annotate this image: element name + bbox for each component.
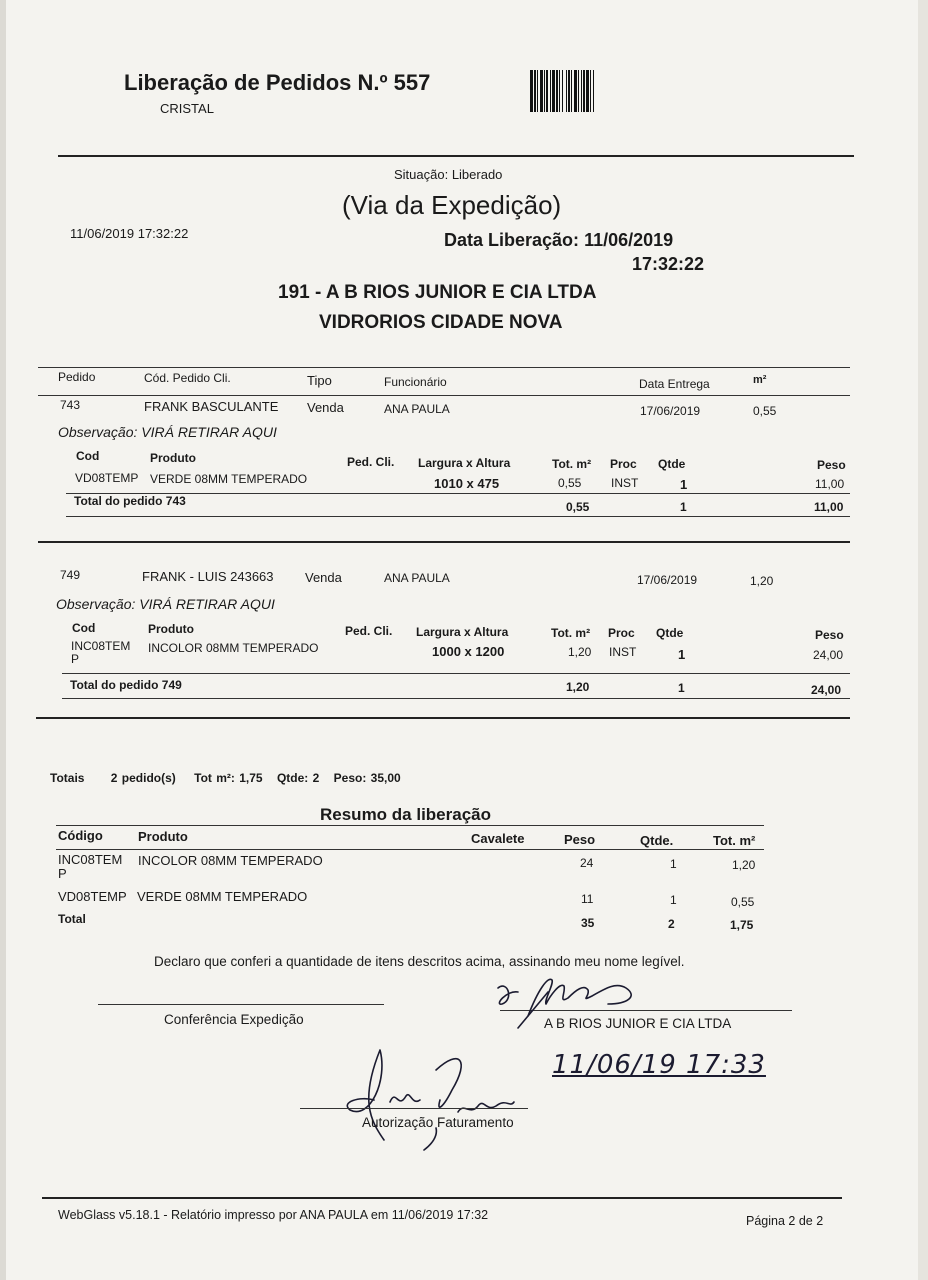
conferencia-label: Conferência Expedição <box>164 1012 304 1027</box>
order-2-observacao: Observação: VIRÁ RETIRAR AQUI <box>56 596 275 612</box>
conferencia-signature-line <box>98 1004 384 1005</box>
totals-qtde: Qtde: 2 <box>276 771 320 785</box>
order-1-item-col-tot-m2: Tot. m² <box>552 457 592 471</box>
order-1-observacao: Observação: VIRÁ RETIRAR AQUI <box>58 424 277 440</box>
order-2-item-col-proc: Proc <box>608 626 635 640</box>
order-2-item-col-tot-m2: Tot. m² <box>551 626 591 640</box>
page-edge-left <box>0 0 6 1280</box>
document-subtitle: CRISTAL <box>160 101 214 116</box>
resumo-total-qtde: 2 <box>668 917 675 931</box>
order-2-item-produto: INCOLOR 08MM TEMPERADO <box>148 641 319 655</box>
order-1-item-qtde: 1 <box>680 477 688 492</box>
order-1-item-col-ped-cli: Ped. Cli. <box>347 455 395 469</box>
resumo-total-peso: 35 <box>581 916 595 930</box>
order-2-m2: 1,20 <box>750 574 774 588</box>
order-2-item-col-produto: Produto <box>148 622 194 636</box>
col-funcionario: Funcionário <box>384 375 447 389</box>
document-title: Liberação de Pedidos N.º 557 <box>124 70 431 95</box>
order-2-item-qtde: 1 <box>678 647 686 662</box>
resumo-row-1-peso: 24 <box>580 856 594 870</box>
resumo-row-2-produto: VERDE 08MM TEMPERADO <box>137 889 308 904</box>
handwritten-date: 11/06/19 17:33 <box>552 1050 766 1080</box>
resumo-total-tot-m2: 1,75 <box>730 918 754 932</box>
order-1-item-peso: 11,00 <box>815 477 845 491</box>
autorizacao-signature-drawing <box>340 1040 530 1160</box>
autorizacao-signature-line <box>300 1108 528 1109</box>
order-2-item-col-qtde: Qtde <box>656 626 684 640</box>
order-2-item-col-cod: Cod <box>72 621 96 635</box>
resumo-row-1-tot-m2: 1,20 <box>732 858 756 872</box>
order-2-pedido: 749 <box>60 568 81 582</box>
resumo-col-produto: Produto <box>138 829 188 844</box>
order-1-item-largura-altura: 1010 x 475 <box>434 476 500 491</box>
handwritten-name <box>370 1070 480 1095</box>
order-2-data-entrega: 17/06/2019 <box>637 573 698 587</box>
order-1-cod-pedido-cli: FRANK BASCULANTE <box>144 399 279 414</box>
order-2-total-top-line <box>62 673 850 674</box>
col-data-entrega: Data Entrega <box>639 377 710 391</box>
footer-page-number: Página 2 de 2 <box>746 1214 824 1228</box>
resumo-row-1-codigo-line1: INC08TEM <box>58 852 123 867</box>
resumo-title: Resumo da liberação <box>320 805 492 824</box>
company-label: A B RIOS JUNIOR E CIA LTDA <box>544 1016 732 1031</box>
resumo-row-1-codigo-line2: P <box>58 866 67 881</box>
totals-label: Totais <box>50 771 85 785</box>
resumo-col-codigo: Código <box>58 828 103 843</box>
order-1-item-col-largura-altura: Largura x Altura <box>418 456 511 470</box>
order-1-item-produto: VERDE 08MM TEMPERADO <box>150 472 308 486</box>
col-cod-pedido-cli: Cód. Pedido Cli. <box>144 371 231 385</box>
resumo-row-2-codigo: VD08TEMP <box>58 889 127 904</box>
totals-tot-m2: Tot m²: 1,75 <box>194 771 263 785</box>
totals-row <box>50 771 401 785</box>
order-1-total-label: Total do pedido 743 <box>74 494 186 508</box>
order-2-total-qtde: 1 <box>678 681 685 695</box>
totals-peso: Peso: 35,00 <box>333 771 401 785</box>
resumo-row-2-qtde: 1 <box>670 893 677 907</box>
order-2-item-cod <box>71 640 130 666</box>
status-text: Situação: Liberado <box>394 167 503 182</box>
orders-header-top-line <box>38 367 850 368</box>
order-1-pedido: 743 <box>60 398 81 412</box>
order-1-data-entrega: 17/06/2019 <box>640 404 701 418</box>
resumo-col-peso: Peso <box>564 832 596 847</box>
resumo-header-bottom-line <box>56 849 764 850</box>
order-2-item-tot-m2: 1,20 <box>568 645 592 659</box>
resumo-row-1-codigo <box>58 853 122 881</box>
order-2-item-peso: 24,00 <box>813 648 844 662</box>
order-1-funcionario: ANA PAULA <box>384 402 450 416</box>
order-1-item-cod: VD08TEMP <box>75 471 139 485</box>
order-1-tipo: Venda <box>307 400 344 415</box>
order-2-total-bottom-line <box>62 698 850 699</box>
order-2-tipo: Venda <box>305 570 342 585</box>
resumo-col-tot-m2: Tot. m² <box>713 833 756 848</box>
order-1-total-m2: 0,55 <box>566 500 590 514</box>
via-title: (Via da Expedição) <box>342 190 562 220</box>
resumo-col-qtde: Qtde. <box>640 833 674 848</box>
resumo-header-top-line <box>56 825 764 826</box>
resumo-col-cavalete: Cavalete <box>471 831 525 846</box>
order-1-item-tot-m2: 0,55 <box>558 476 582 490</box>
page-edge-right <box>918 0 928 1280</box>
footer-printed-by: WebGlass v5.18.1 - Relatório impresso por ANA PAULA em 11/06/2019 17:32 <box>58 1208 489 1222</box>
order-1-item-col-cod: Cod <box>76 449 100 463</box>
resumo-row-2-peso: 11 <box>581 892 594 906</box>
order-2-funcionario: ANA PAULA <box>384 571 450 585</box>
barcode-bar <box>594 70 596 112</box>
order-1-m2: 0,55 <box>753 404 777 418</box>
order-2-item-col-peso: Peso <box>815 628 844 642</box>
order-2-total-peso: 24,00 <box>811 683 842 697</box>
order-2-item-proc: INST <box>609 645 637 659</box>
col-pedido: Pedido <box>58 370 96 384</box>
order-2-separator <box>36 717 850 719</box>
order-1-item-col-proc: Proc <box>610 457 637 471</box>
client-store: VIDRORIOS CIDADE NOVA <box>319 312 563 333</box>
order-1-item-proc: INST <box>611 476 639 490</box>
order-2-cod-pedido-cli: FRANK - LUIS 243663 <box>142 569 274 584</box>
release-date-value: 11/06/2019 <box>584 230 674 250</box>
declaration-text: Declaro que conferi a quantidade de itens descritos acima, assinando meu nome legível. <box>154 954 685 969</box>
resumo-row-1-qtde: 1 <box>670 857 677 871</box>
order-1-total-peso: 11,00 <box>814 500 844 514</box>
orders-header-bottom-line <box>38 395 850 396</box>
order-1-separator <box>38 541 850 543</box>
order-2-item-largura-altura: 1000 x 1200 <box>432 644 505 659</box>
col-tipo: Tipo <box>307 373 332 388</box>
autorizacao-label: Autorização Faturamento <box>362 1115 514 1130</box>
order-2-item-col-largura-altura: Largura x Altura <box>416 625 509 639</box>
header-divider <box>58 155 854 157</box>
order-2-total-m2: 1,20 <box>566 680 590 694</box>
col-m2: m² <box>753 374 767 386</box>
release-time-value: 17:32:22 <box>632 254 705 274</box>
footer-divider <box>42 1197 842 1199</box>
order-1-total-bottom-line <box>66 516 850 517</box>
barcode <box>530 70 654 112</box>
resumo-total-label: Total <box>58 912 86 926</box>
release-date-label-text: Data Liberação: <box>444 230 580 250</box>
order-2-item-col-ped-cli: Ped. Cli. <box>345 624 393 638</box>
order-1-item-col-qtde: Qtde <box>658 457 686 471</box>
resumo-row-1-produto: INCOLOR 08MM TEMPERADO <box>138 853 323 868</box>
totals-pedidos: 2 pedido(s) <box>110 771 176 785</box>
company-signature <box>488 970 668 1030</box>
order-2-item-cod-line1: INC08TEM <box>71 639 131 653</box>
order-1-item-col-peso: Peso <box>817 458 846 472</box>
print-timestamp: 11/06/2019 17:32:22 <box>70 226 189 241</box>
order-1-item-col-produto: Produto <box>150 451 196 465</box>
order-2-total-label: Total do pedido 749 <box>70 678 182 692</box>
order-2-item-cod-line2: P <box>71 652 80 666</box>
resumo-row-2-tot-m2: 0,55 <box>731 895 755 909</box>
release-date-label <box>444 230 673 251</box>
client-name: 191 - A B RIOS JUNIOR E CIA LTDA <box>278 282 597 303</box>
order-1-total-qtde: 1 <box>680 500 687 514</box>
